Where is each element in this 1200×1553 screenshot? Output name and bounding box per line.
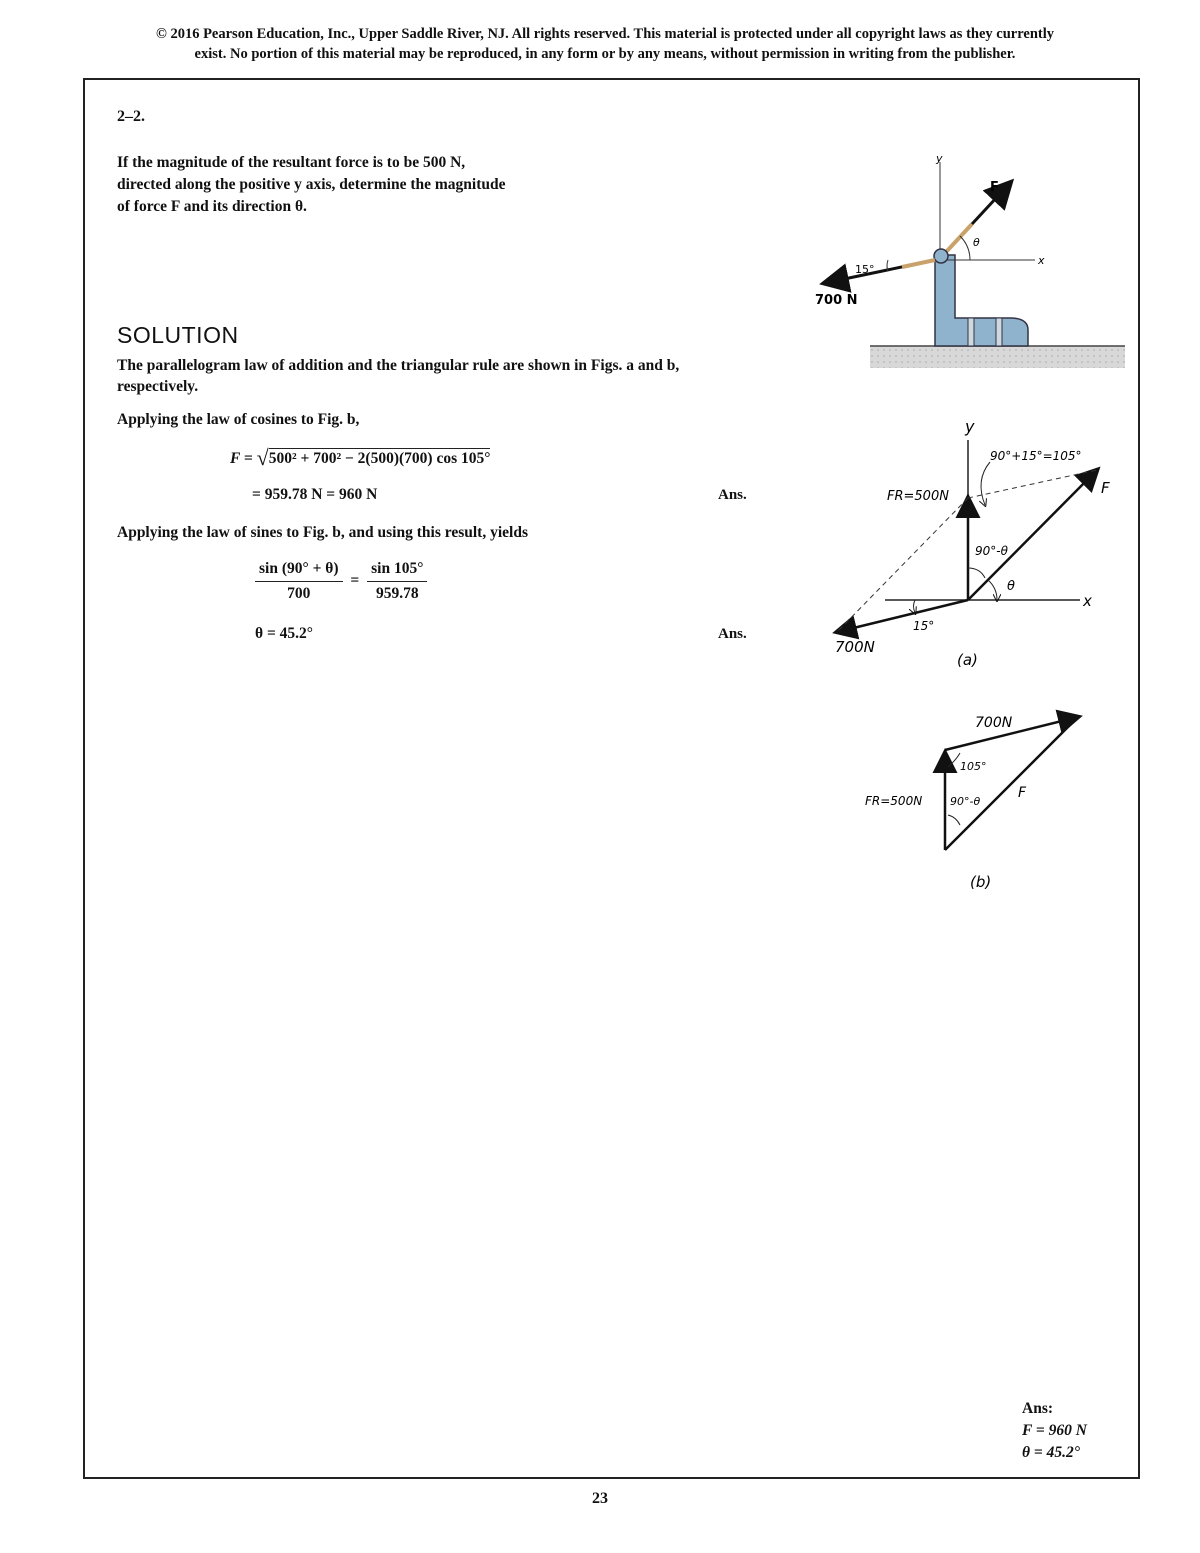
pin-eye	[934, 249, 948, 263]
fig-b-caption: (b)	[970, 873, 992, 891]
fig-a-fr-label: FR=500N	[887, 489, 949, 504]
fig-b-angle-105: 105°	[960, 760, 987, 773]
fig-a-x-label: x	[1083, 592, 1092, 610]
fig-b-fr-label: FR=500N	[865, 794, 923, 808]
fig-a-f-arrow	[968, 470, 1097, 600]
cosine-result: = 959.78 N = 960 N	[252, 486, 378, 503]
answer-label-1: Ans.	[718, 487, 747, 503]
fig-a-theta-label: θ	[1007, 579, 1015, 594]
force-700-label: 700 N	[815, 293, 858, 308]
figure-a	[825, 410, 1125, 675]
fig-a-angle-90-theta: 90°-θ	[975, 544, 1008, 558]
problem-number: 2–2.	[117, 108, 145, 125]
sine-num-right: sin 105°	[367, 560, 427, 582]
fig-a-700-label: 700N	[835, 638, 875, 656]
problem-line-1: If the magnitude of the resultant force is to be 500 N,	[117, 154, 466, 171]
force-f-label: F	[990, 180, 999, 195]
cosine-rhs: 500² + 700² − 2(500)(700) cos 105°	[268, 450, 491, 467]
figure-b	[860, 705, 1100, 895]
sine-den-left: 700	[287, 585, 311, 602]
problem-figure	[810, 150, 1135, 375]
fig-b-angle-90-theta: 90°-θ	[950, 795, 981, 808]
problem-line-3: of force F and its direction θ.	[117, 198, 307, 215]
fig-a-f-label: F	[1101, 479, 1110, 497]
axis-x-label: x	[1038, 254, 1045, 267]
sqrt-symbol: √	[256, 445, 269, 470]
sines-intro: Applying the law of sines to Fig. b, and using this result, yields	[117, 524, 528, 541]
page-number: 23	[592, 1490, 608, 1507]
sine-num-left: sin (90° + θ)	[255, 560, 343, 582]
solution-intro-line-1: The parallelogram law of addition and the triangular rule are shown in Figs. a and b,	[117, 357, 680, 374]
cosine-equation	[230, 445, 490, 471]
fig-b-f-label: F	[1018, 785, 1027, 801]
problem-line-2: directed along the positive y axis, determine the magnitude	[117, 176, 506, 193]
fig-a-angle-15: 15°	[913, 619, 935, 633]
final-answer-f: F = 960 N	[1022, 1422, 1087, 1439]
final-answer-label: Ans:	[1022, 1400, 1054, 1417]
axis-y-label: y	[936, 152, 943, 165]
copyright-line-1: © 2016 Pearson Education, Inc., Upper Saddle River, NJ. All rights reserved. This material is protected under all copyright laws as they currently	[155, 26, 1055, 42]
fig-a-700-arrow	[837, 600, 968, 632]
copyright-notice	[95, 24, 1115, 64]
final-answer-box	[1022, 1398, 1087, 1464]
copyright-line-2: exist. No portion of this material may be reproduced, in any form or by any means, without permission in writing from the publisher.	[194, 46, 1016, 62]
theta-label: θ	[973, 236, 980, 249]
sine-fraction-right	[367, 560, 427, 603]
cosines-intro: Applying the law of cosines to Fig. b,	[117, 411, 360, 428]
fig-b-f-line	[945, 717, 1078, 850]
sine-den-right: 959.78	[375, 585, 419, 602]
fig-a-dash-top	[968, 470, 1097, 498]
cosine-lhs: F =	[230, 450, 253, 467]
angle-15-label: 15°	[855, 263, 875, 276]
sine-equation	[255, 560, 427, 603]
fig-a-caption: (a)	[957, 651, 978, 669]
solution-heading: SOLUTION	[117, 322, 239, 348]
bracket-support	[935, 255, 1028, 346]
ground-hatch	[870, 346, 1125, 368]
problem-statement	[117, 152, 575, 218]
answer-label-2: Ans.	[718, 626, 747, 642]
theta-result: θ = 45.2°	[255, 625, 313, 642]
solution-intro-line-2: respectively.	[117, 378, 199, 395]
fig-b-700-label: 700N	[975, 715, 1013, 731]
sine-fraction-left	[255, 560, 343, 603]
fig-a-y-label: y	[965, 417, 975, 436]
sine-equals: =	[350, 572, 360, 590]
fig-a-dash-left	[837, 498, 968, 632]
fig-a-angle-sum: 90°+15°=105°	[990, 449, 1082, 463]
final-answer-theta: θ = 45.2°	[1022, 1444, 1080, 1461]
solution-intro	[117, 355, 757, 397]
